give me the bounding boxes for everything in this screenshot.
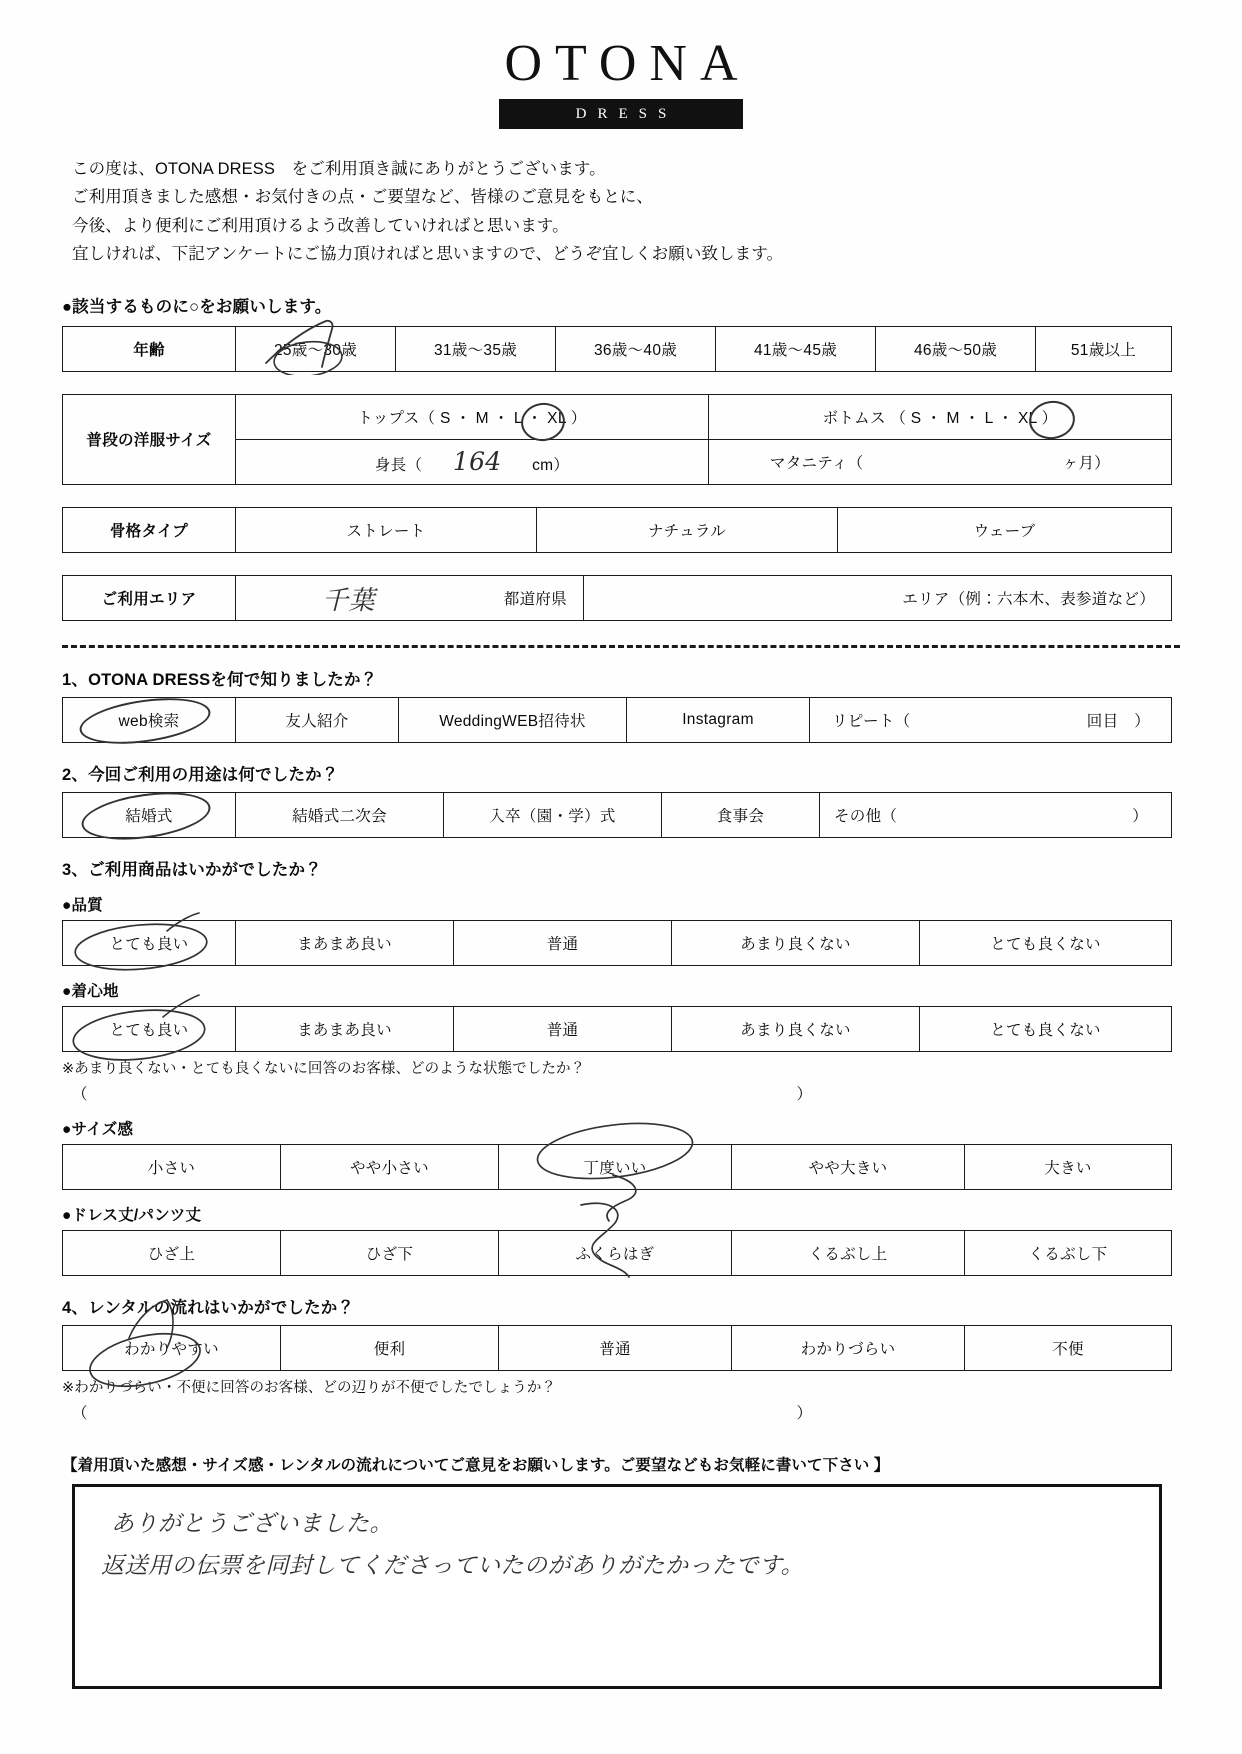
q4-option-label: 不便 [1052,1340,1084,1358]
q4-option-average[interactable] [499,1325,732,1370]
quality-option-average[interactable] [454,920,672,965]
q2-option-after-party[interactable] [236,792,444,837]
age-option-label: 36歳～40歳 [593,341,678,359]
q4-option-convenient[interactable] [281,1325,499,1370]
comfort-option-label: とても良い [109,1021,189,1039]
q3-length-table [62,1230,1172,1276]
body-type-option-label: ウェーブ [973,522,1036,540]
length-option-label: ふくらはぎ [575,1245,655,1263]
quality-option-label: 普通 [546,935,579,953]
brand-logo [0,0,1242,129]
fit-option-label: やや小さい [349,1159,429,1177]
maternity-cell[interactable] [709,439,1172,484]
fit-option-label: 丁度いい [583,1159,647,1177]
q1-option-web-search[interactable] [63,697,236,742]
q3-length-label: ●ドレス丈/パンツ丈 [62,1206,202,1224]
fit-option-label: 小さい [147,1159,196,1177]
body-type-option-straight[interactable] [236,507,537,552]
q2-table [62,792,1172,838]
q1-option-repeat[interactable] [810,697,1172,742]
comfort-option-label: あまり良くない [740,1021,851,1039]
q2-option-label: 入卒（園・学）式 [489,807,616,825]
brand-name: OTONA [504,35,751,92]
intro-line-2: ご利用頂きました感想・お気付きの点・ご要望など、皆様のご意見をもとに、 [72,188,653,207]
q1-option-friend[interactable] [236,697,399,742]
comfort-followup-note: ※あまり良くない・とても良くないに回答のお客様、どのような状態でしたか？ [62,1060,586,1077]
age-option-31-35[interactable] [396,326,556,371]
length-option-label: くるぶし上 [808,1245,888,1263]
q4-close-paren: ） [796,1404,812,1422]
q1-repeat-count-label: 回目 ） [1086,712,1150,730]
q1-option-instagram[interactable] [627,697,810,742]
length-option-below-ankle[interactable] [965,1230,1172,1275]
fit-option-slightly-large[interactable] [732,1144,965,1189]
age-option-label: 46歳～50歳 [913,341,998,359]
fit-option-large[interactable] [965,1144,1172,1189]
fit-option-small[interactable] [63,1144,281,1189]
comment-handwritten-line-1: ありがとうございました。 [111,1510,393,1537]
section-divider [62,645,1180,648]
q1-option-label: WeddingWEB招待状 [439,712,586,730]
height-value: 164 [452,447,502,476]
quality-option-very-bad[interactable] [920,920,1172,965]
q4-open-paren: （ [72,1404,88,1422]
q2-heading: 2、今回ご利用の用途は何でしたか？ [62,765,339,784]
q4-followup-note: ※わかりづらい・不便に回答のお客様、どの辺りが不便でしたでしょうか？ [62,1379,557,1396]
q3-fit-label: ●サイズ感 [62,1120,134,1138]
length-option-label: ひざ上 [147,1245,196,1263]
table-row [63,1006,1172,1051]
comfort-option-label: 普通 [546,1021,579,1039]
height-unit: cm） [532,457,570,474]
q1-option-label: リピート（ [832,712,911,730]
comfort-option-not-so-good[interactable] [672,1006,920,1051]
maternity-unit: ヶ月） [1062,454,1111,472]
table-row [63,1144,1172,1189]
q1-option-label: web検索 [118,712,180,730]
comment-textarea[interactable] [72,1484,1162,1689]
fit-option-slightly-small[interactable] [281,1144,499,1189]
quality-option-very-good[interactable] [63,920,236,965]
intro-line-1: この度は、OTONA DRESS をご利用頂き誠にありがとうございます。 [72,160,606,178]
body-type-option-wave[interactable] [838,507,1172,552]
quality-option-not-so-good[interactable] [672,920,920,965]
q2-option-label: その他（ [834,807,898,825]
age-row-label: 年齢 [63,326,236,371]
age-option-36-40[interactable] [556,326,716,371]
q2-option-label: 結婚式二次会 [292,807,387,825]
body-type-option-label: ナチュラル [647,522,727,540]
intro-line-3: 今後、より便利にご利用頂けるよう改善していければと思います。 [72,216,569,235]
q2-option-dining[interactable] [662,792,820,837]
q1-option-label: 友人紹介 [285,712,349,730]
q2-option-label: 結婚式 [125,807,173,825]
q4-heading: 4、レンタルの流れはいかがでしたか？ [62,1298,355,1317]
table-row [63,575,1172,620]
prefecture-cell[interactable] [236,575,584,620]
table-row [63,1325,1172,1370]
age-option-41-45[interactable] [716,326,876,371]
prefecture-value: 千葉 [322,585,376,616]
q1-table [62,697,1172,743]
length-option-calf[interactable] [499,1230,732,1275]
q4-option-easy[interactable] [63,1325,281,1370]
table-row [63,792,1172,837]
q4-followup-answer-row[interactable] [72,1401,812,1423]
q4-option-confusing[interactable] [732,1325,965,1370]
q4-option-label: わかりやすい [124,1340,219,1358]
length-option-label: くるぶし下 [1028,1245,1108,1263]
age-option-51-plus[interactable] [1036,326,1172,371]
quality-option-label: とても良くない [990,935,1101,953]
bottoms-size-label: ボトムス （ S ・ M ・ L ・ XL ） [822,409,1058,427]
q4-table [62,1325,1172,1371]
comment-section-title: 【着用頂いた感想・サイズ感・レンタルの流れについてご意見をお願いします。ご要望などもお気軽に書いて下さい 】 [62,1456,890,1474]
quality-option-label: とても良い [109,935,189,953]
tops-size-label: トップス（ S ・ M ・ L ・ XL ） [357,409,587,427]
fit-option-label: やや大きい [808,1159,888,1177]
body-type-row-label: 骨格タイプ [63,507,236,552]
q3-comfort-table [62,1006,1172,1052]
comfort-option-label: とても良くない [990,1021,1101,1039]
quality-option-label: まあまあ良い [297,935,392,953]
comfort-option-label: まあまあ良い [297,1021,392,1039]
comfort-option-average[interactable] [454,1006,672,1051]
q4-option-label: 普通 [599,1340,631,1358]
brand-subtitle: DRESS [499,99,743,129]
intro-line-4: 宜しければ、下記アンケートにご協力頂ければと思いますので、どうぞ宜しくお願い致します。 [72,245,784,264]
fit-option-label: 大きい [1044,1159,1092,1177]
q1-heading: 1、OTONA DRESSを何で知りましたか？ [62,670,378,689]
area-detail-cell[interactable] [584,575,1172,620]
body-type-option-natural[interactable] [537,507,838,552]
table-row [63,1230,1172,1275]
clothing-size-row-label: 普段の洋服サイズ [63,394,236,484]
q3-fit-table [62,1144,1172,1190]
length-option-above-knee[interactable] [63,1230,281,1275]
age-option-25-30[interactable] [236,326,396,371]
length-option-above-ankle[interactable] [732,1230,965,1275]
q1-option-label: Instagram [682,710,754,728]
quality-option-label: あまり良くない [740,935,851,953]
body-type-option-label: ストレート [346,522,426,540]
quality-option-fairly-good[interactable] [236,920,454,965]
body-type-table [62,507,1172,553]
q3-heading: 3、ご利用商品はいかがでしたか？ [62,860,322,879]
prefecture-suffix-label: 都道府県 [503,590,567,608]
q2-option-wedding[interactable] [63,792,236,837]
q2-option-label: 食事会 [716,807,765,825]
comfort-followup-answer-row[interactable] [72,1082,812,1104]
table-row [63,326,1172,371]
fit-option-just-right[interactable] [499,1144,732,1189]
q1-option-wedding-web[interactable] [399,697,627,742]
maternity-label: マタニティ（ [769,454,864,472]
area-table [62,575,1172,621]
q2-option-ceremony[interactable] [444,792,662,837]
comment-handwritten-line-2: 返送用の伝票を同封してくださっていたのがありがたかったです。 [101,1552,805,1579]
q4-option-label: 便利 [373,1340,406,1358]
comfort-option-very-bad[interactable] [920,1006,1172,1051]
length-option-below-knee[interactable] [281,1230,499,1275]
tops-size-cell[interactable] [236,394,709,439]
age-table [62,326,1172,372]
q4-option-label: わかりづらい [800,1340,896,1358]
comfort-option-very-good[interactable] [63,1006,236,1051]
q2-option-other[interactable] [820,792,1172,837]
section-lead: ●該当するものに○をお願いします。 [62,297,332,316]
comfort-option-fairly-good[interactable] [236,1006,454,1051]
intro-paragraph [72,155,1242,269]
bottoms-size-cell[interactable] [709,394,1172,439]
clothing-size-table [62,394,1172,485]
age-option-label: 41歳～45歳 [753,341,838,359]
comfort-open-paren: （ [72,1085,88,1103]
area-hint-label: エリア（例：六本木、表参道など） [902,590,1155,608]
table-row [63,394,1172,439]
height-cell[interactable] [236,439,709,484]
length-option-label: ひざ下 [365,1245,414,1263]
table-row [63,697,1172,742]
table-row [63,920,1172,965]
age-option-label: 31歳～35歳 [433,341,518,359]
q3-quality-table [62,920,1172,966]
q4-option-inconvenient[interactable] [965,1325,1172,1370]
age-option-46-50[interactable] [876,326,1036,371]
area-row-label: ご利用エリア [63,575,236,620]
q2-other-close-paren: ） [1132,807,1148,825]
table-row [63,507,1172,552]
q3-quality-label: ●品質 [62,896,103,914]
q3-comfort-label: ●着心地 [62,982,119,1000]
age-option-label: 25歳～30歳 [273,341,358,359]
comfort-close-paren: ） [796,1085,812,1103]
height-label: 身長（ [374,457,423,474]
age-option-label: 51歳以上 [1070,341,1137,359]
